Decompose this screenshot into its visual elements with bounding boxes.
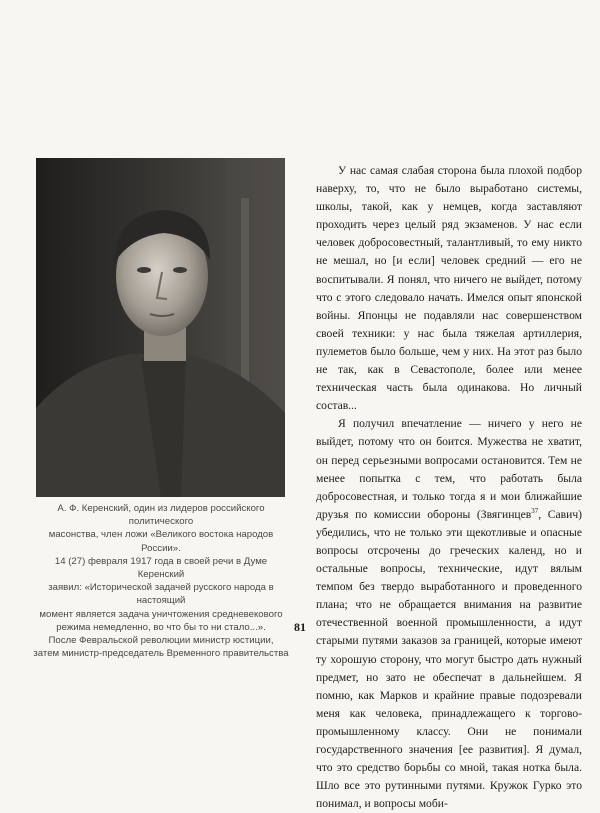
footnote-ref: 37 [531, 506, 539, 515]
caption-line: момент является задача уничтожения средневекового [39, 608, 283, 620]
caption-line: заявил: «Исторической задачей русского народа в настоящий [48, 582, 274, 607]
portrait-photo [36, 158, 285, 497]
caption-line: После Февральской революции министр юстиции, [48, 635, 274, 647]
caption-line: А. Ф. Керенский, один из лидеров российского политического [57, 503, 265, 528]
paragraph-2 [316, 415, 582, 813]
portrait-image [36, 158, 285, 497]
page-number: 81 [294, 620, 306, 634]
caption-line: масонства, член ложи «Великого востока народов России». [48, 529, 274, 554]
paragraph-2-part-2: , Савич) убедились, что не только эти щекотливые и опасные вопросы отсрочены до греческих календ, но и остальные вопросы, технические, идут вялым темпом без твердо выработанного и проведенного плана; что не обращается внимания на развитие отечественной военной промышленности, а идут старыми путями заказов за границей, которые имеют ту хорошую сторону, что могут быстро дать нужный предмет, но зато не обеспечат в дальнейшем. Я помню, как Марков и крайние правые подозревали меня как человека, принадлежащего к торгово-промышленному классу. Они не понимали государственного значения [ее развития]. Я думал, что это средство борьбы со мной, такая нотка была. Шло все это рутинными путями. Кружок Гурко это понимал, и вопросы моби- [316, 507, 583, 811]
caption-line: 14 (27) февраля 1917 года в своей речи в Думе Керенский [54, 555, 268, 581]
caption-line: затем министр-председатель Временного правительства [33, 648, 289, 660]
caption-line: режима немедленно, во что бы то ни стало...». [56, 621, 266, 633]
body-text [316, 162, 582, 813]
photo-caption [32, 502, 290, 660]
paragraph-2-part-1: Я получил впечатление — ничего у него не выйдет, потому что он боится. Мужества не хватит, он перед серьезными вопросами остановится. Тем не менее попытка с тем, что работать была добросовестная, и только тогда я и мои ближайшие друзья по комиссии обороны (Звягинцев [316, 417, 582, 521]
paragraph-1: У нас самая слабая сторона была плохой подбор наверху, то, что не было выработано системы, школы, такой, как у немцев, когда заставляют проходить через целый ряд экзаменов. У нас если человек добросовестный, талантливый, то ему никто не мешал, но [и если] человек средний — его не воспитывали. Я понял, что ничего не выйдет, потому что с этого следовало начать. Имелся опыт японской войны. Японцы не подавляли нас совершенством своей техники: у нас была тяжелая артиллерия, пулеметов было больше, чем у них. На этот раз было не так, как в Севастополе, более или менее техническая часть была одинакова. Но личный состав... [316, 164, 582, 413]
